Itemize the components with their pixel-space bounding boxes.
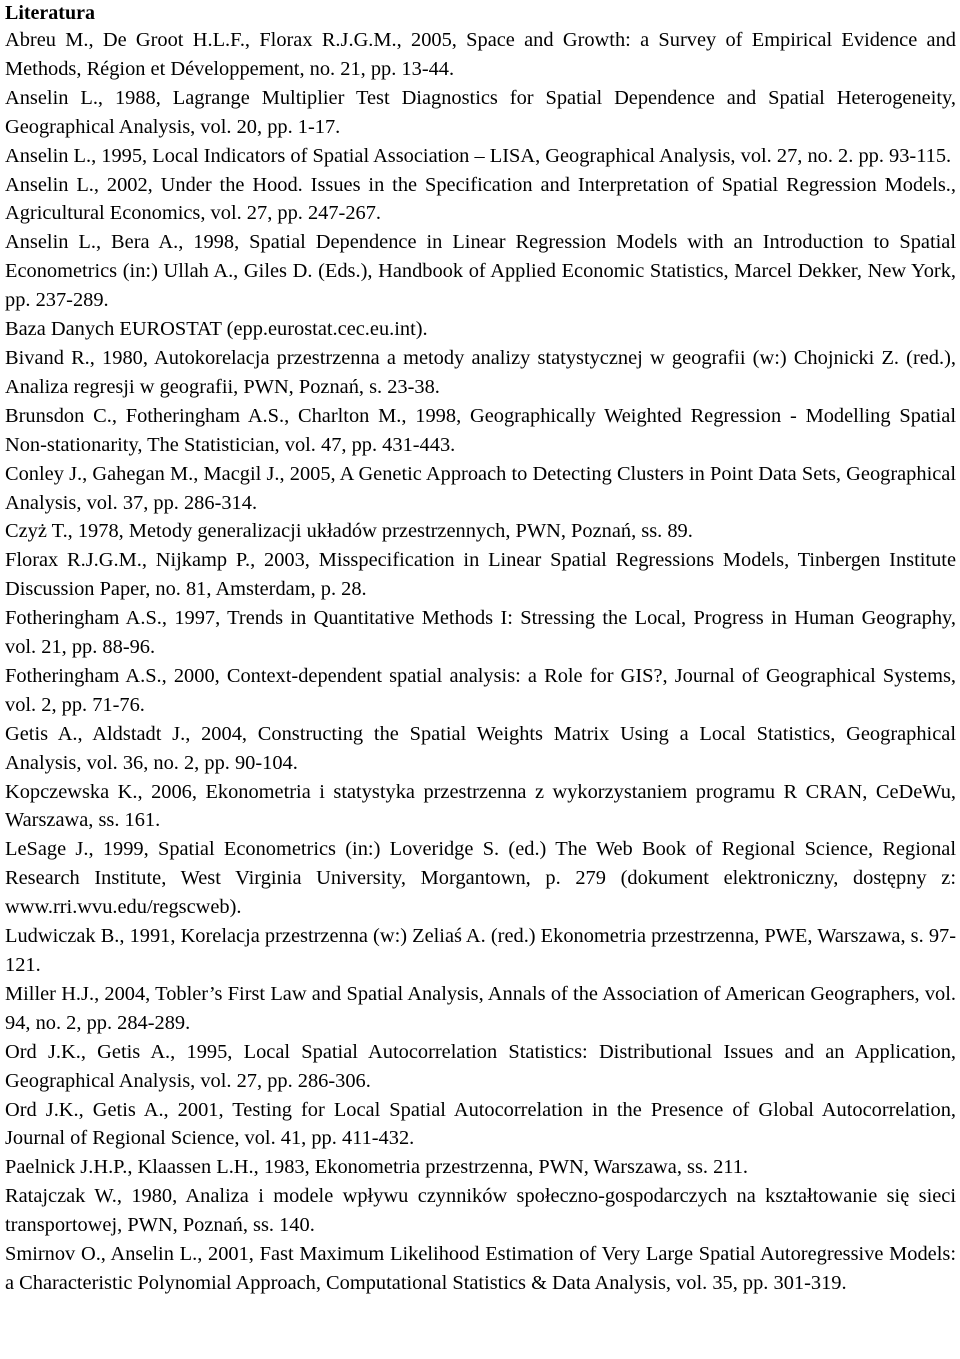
reference-item: LeSage J., 1999, Spatial Econometrics (in:) Loveridge S. (ed.) The Web Book of Regional Science, Regional Research Institute, West Virginia University, Morgantown, p. 279 (dokument elektroniczny, dostępny z: www.rri.wvu.edu/regscweb).	[5, 838, 956, 919]
reference-item: Anselin L., 1988, Lagrange Multiplier Test Diagnostics for Spatial Dependence and Spatial Heterogeneity, Geographical Analysis, vol. 20, pp. 1-17.	[5, 86, 956, 138]
reference-item: Ord J.K., Getis A., 2001, Testing for Local Spatial Autocorrelation in the Presence of Global Autocorrelation, Journal of Regional Science, vol. 41, pp. 411-432.	[5, 1098, 956, 1150]
reference-item: Fotheringham A.S., 2000, Context-dependent spatial analysis: a Role for GIS?, Journal of Geographical Systems, vol. 2, pp. 71-76.	[5, 664, 956, 716]
reference-item: Kopczewska K., 2006, Ekonometria i statystyka przestrzenna z wykorzystaniem programu R CRAN, CeDeWu, Warszawa, ss. 161.	[5, 780, 956, 832]
reference-item: Miller H.J., 2004, Tobler’s First Law and Spatial Analysis, Annals of the Association of American Geographers, vol. 94, no. 2, pp. 284-289.	[5, 982, 956, 1034]
reference-item: Anselin L., 1995, Local Indicators of Spatial Association – LISA, Geographical Analysis, vol. 27, no. 2. pp. 93-115.	[5, 144, 952, 167]
reference-item: Paelnick J.H.P., Klaassen L.H., 1983, Ekonometria przestrzenna, PWN, Warszawa, ss. 211.	[5, 1156, 749, 1179]
reference-item: Smirnov O., Anselin L., 2001, Fast Maximum Likelihood Estimation of Very Large Spatial Autoregressive Models: a Characteristic Polynomial Approach, Computational Statistics & Data Analysis, vol. 35, pp. 301-319.	[5, 1243, 956, 1294]
reference-item: Baza Danych EUROSTAT (epp.eurostat.cec.eu.int).	[5, 318, 428, 341]
reference-item: Getis A., Aldstadt J., 2004, Constructing the Spatial Weights Matrix Using a Local Statistics, Geographical Analysis, vol. 36, no. 2, pp. 90-104.	[5, 722, 956, 774]
reference-list	[5, 26, 956, 1298]
reference-item: Bivand R., 1980, Autokorelacja przestrzenna a metody analizy statystycznej w geografii (w:) Chojnicki Z. (red.), Analiza regresji w geografii, PWN, Poznań, s. 23-38.	[5, 346, 956, 398]
reference-item: Czyż T., 1978, Metody generalizacji układów przestrzennych, PWN, Poznań, ss. 89.	[5, 520, 693, 543]
reference-item: Conley J., Gahegan M., Macgil J., 2005, A Genetic Approach to Detecting Clusters in Point Data Sets, Geographical Analysis, vol. 37, pp. 286-314.	[5, 462, 956, 514]
reference-item: Abreu M., De Groot H.L.F., Florax R.J.G.M., 2005, Space and Growth: a Survey of Empirical Evidence and Methods, Région et Développement, no. 21, pp. 13-44.	[5, 29, 956, 80]
reference-item: Ratajczak W., 1980, Analiza i modele wpływu czynników społeczno-gospodarczych na kształtowanie się sieci transportowej, PWN, Poznań, ss. 140.	[5, 1185, 956, 1237]
reference-item: Ord J.K., Getis A., 1995, Local Spatial Autocorrelation Statistics: Distributional Issues and an Application, Geographical Analysis, vol. 27, pp. 286-306.	[5, 1040, 956, 1092]
reference-item: Anselin L., 2002, Under the Hood. Issues in the Specification and Interpretation of Spatial Regression Models., Agricultural Economics, vol. 27, pp. 247-267.	[5, 173, 956, 225]
reference-item: Fotheringham A.S., 1997, Trends in Quantitative Methods I: Stressing the Local, Progress in Human Geography, vol. 21, pp. 88-96.	[5, 607, 956, 659]
reference-item: Ludwiczak B., 1991, Korelacja przestrzenna (w:) Zeliaś A. (red.) Ekonometria przestrzenna, PWE, Warszawa, s. 97-121.	[5, 925, 956, 976]
reference-item: Anselin L., Bera A., 1998, Spatial Dependence in Linear Regression Models with an Introduction to Spatial Econometrics (in:) Ullah A., Giles D. (Eds.), Handbook of Applied Economic Statistics, Marcel Dekker, New York, pp. 237-289.	[5, 231, 956, 312]
reference-item: Brunsdon C., Fotheringham A.S., Charlton M., 1998, Geographically Weighted Regression - Modelling Spatial Non-stationarity, The Statistician, vol. 47, pp. 431-443.	[5, 404, 956, 456]
section-heading: Literatura	[5, 2, 95, 24]
reference-item: Florax R.J.G.M., Nijkamp P., 2003, Misspecification in Linear Spatial Regressions Models, Tinbergen Institute Discussion Paper, no. 81, Amsterdam, p. 28.	[5, 549, 956, 601]
